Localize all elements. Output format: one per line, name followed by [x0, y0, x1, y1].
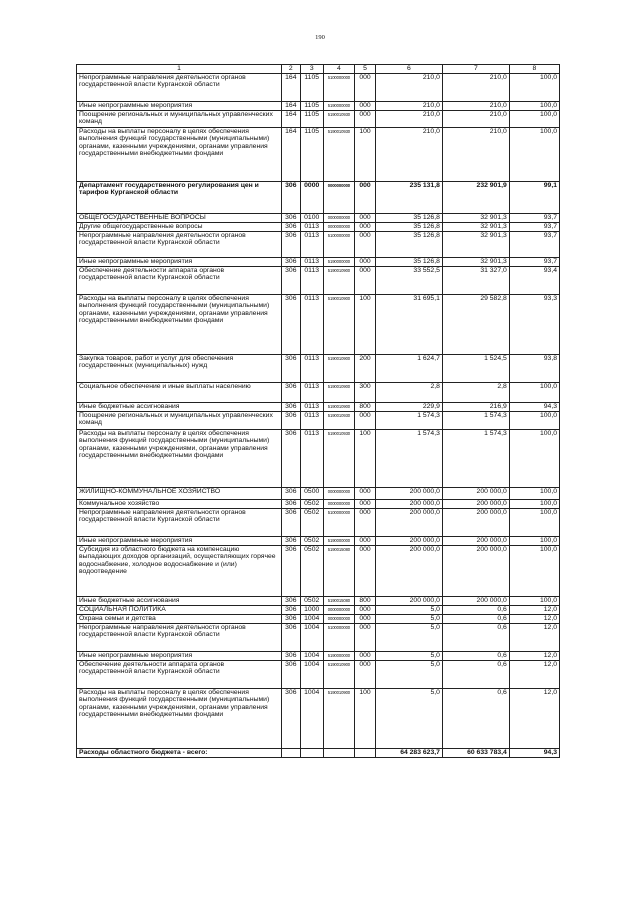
planned-amount: 33 552,5	[375, 266, 442, 294]
expense-type: 300	[355, 382, 376, 402]
section-code: 1105	[300, 127, 323, 181]
column-header: 2	[281, 65, 300, 74]
admin-code: 164	[281, 110, 300, 127]
column-header: 7	[442, 65, 509, 74]
table-row	[77, 294, 560, 354]
planned-amount: 5,0	[375, 605, 442, 614]
table-row	[77, 596, 560, 605]
percent-done: 12,0	[509, 651, 559, 660]
expense-type: 000	[355, 508, 376, 536]
actual-amount: 0,6	[442, 605, 509, 614]
percent-done: 93,4	[509, 266, 559, 294]
column-header: 6	[375, 65, 442, 74]
percent-done: 100,0	[509, 101, 559, 110]
target-code: 5100000000	[323, 623, 354, 651]
column-header: 4	[323, 65, 354, 74]
table-row	[77, 257, 560, 266]
expense-type: 800	[355, 402, 376, 411]
admin-code: 306	[281, 614, 300, 623]
expense-type: 000	[355, 222, 376, 231]
actual-amount: 32 901,3	[442, 231, 509, 257]
expense-type: 000	[355, 660, 376, 688]
row-label: Другие общегосударственные вопросы	[77, 222, 282, 231]
target-code: 5100000000	[323, 508, 354, 536]
row-label: Иные непрограммные мероприятия	[77, 101, 282, 110]
section-code: 0100	[300, 213, 323, 222]
row-label: ЖИЛИЩНО-КОММУНАЛЬНОЕ ХОЗЯЙСТВО	[77, 487, 282, 499]
section-code	[300, 748, 323, 757]
planned-amount: 200 000,0	[375, 508, 442, 536]
planned-amount: 200 000,0	[375, 499, 442, 508]
table-row	[77, 127, 560, 181]
section-code: 1004	[300, 651, 323, 660]
row-label: Непрограммные направления деятельности органов государственной власти Курганской области	[77, 623, 282, 651]
target-code: 5190015080	[323, 596, 354, 605]
expense-type: 100	[355, 429, 376, 487]
budget-table	[76, 64, 560, 758]
section-code: 0502	[300, 545, 323, 596]
actual-amount: 216,9	[442, 402, 509, 411]
section-code: 0000	[300, 181, 323, 213]
target-code: 5190010930	[323, 127, 354, 181]
actual-amount: 1 574,3	[442, 411, 509, 429]
target-code: 0000000000	[323, 181, 354, 213]
section-code: 0113	[300, 257, 323, 266]
section-code: 0113	[300, 382, 323, 402]
percent-done: 93,3	[509, 294, 559, 354]
section-code: 1004	[300, 688, 323, 748]
section-code: 0502	[300, 596, 323, 605]
planned-amount: 1 574,3	[375, 429, 442, 487]
row-label: Непрограммные направления деятельности органов государственной власти Курганской области	[77, 231, 282, 257]
row-label: Расходы на выплаты персоналу в целях обеспечения выполнения функций государственными (муниципальными) органами, казенными учреждениями, органами управления государственными внебюджетными фондами	[77, 429, 282, 487]
actual-amount: 200 000,0	[442, 508, 509, 536]
table-row	[77, 354, 560, 382]
section-code: 1000	[300, 605, 323, 614]
table-row	[77, 508, 560, 536]
admin-code: 306	[281, 499, 300, 508]
table-row	[77, 411, 560, 429]
expense-type: 100	[355, 294, 376, 354]
planned-amount: 1 624,7	[375, 354, 442, 382]
target-code: 0000000000	[323, 614, 354, 623]
row-label: Расходы областного бюджета - всего:	[77, 748, 282, 757]
admin-code: 306	[281, 222, 300, 231]
expense-type: 000	[355, 614, 376, 623]
target-code: 0000000000	[323, 605, 354, 614]
table-row	[77, 101, 560, 110]
planned-amount: 210,0	[375, 110, 442, 127]
percent-done: 100,0	[509, 545, 559, 596]
percent-done: 100,0	[509, 411, 559, 429]
expense-type: 000	[355, 110, 376, 127]
table-row	[77, 213, 560, 222]
percent-done: 94,3	[509, 748, 559, 757]
row-label: Непрограммные направления деятельности органов государственной власти Курганской области	[77, 508, 282, 536]
expense-type: 000	[355, 545, 376, 596]
row-label: Непрограммные направления деятельности органов государственной власти Курганской области	[77, 73, 282, 101]
target-code: 5190010930	[323, 429, 354, 487]
table-row	[77, 110, 560, 127]
section-code: 0502	[300, 536, 323, 545]
actual-amount: 232 901,9	[442, 181, 509, 213]
table-row	[77, 231, 560, 257]
table-row	[77, 73, 560, 101]
section-code: 0113	[300, 266, 323, 294]
expense-type: 000	[355, 266, 376, 294]
percent-done: 100,0	[509, 508, 559, 536]
percent-done: 100,0	[509, 110, 559, 127]
expense-type: 000	[355, 623, 376, 651]
planned-amount: 5,0	[375, 614, 442, 623]
table-row	[77, 536, 560, 545]
row-label: Закупка товаров, работ и услуг для обеспечения государственных (муниципальных) нужд	[77, 354, 282, 382]
admin-code	[281, 748, 300, 757]
expense-type: 000	[355, 213, 376, 222]
admin-code: 306	[281, 660, 300, 688]
actual-amount: 0,6	[442, 688, 509, 748]
actual-amount: 0,6	[442, 623, 509, 651]
planned-amount: 200 000,0	[375, 536, 442, 545]
target-code: 5190015080	[323, 545, 354, 596]
table-row	[77, 748, 560, 757]
admin-code: 306	[281, 487, 300, 499]
expense-type: 000	[355, 257, 376, 266]
planned-amount: 5,0	[375, 660, 442, 688]
row-label: Расходы на выплаты персоналу в целях обеспечения выполнения функций государственными (муниципальными) органами, казенными учреждениями, органами управления государственными внебюджетными фондами	[77, 294, 282, 354]
section-code: 0113	[300, 429, 323, 487]
actual-amount: 32 901,3	[442, 213, 509, 222]
percent-done: 99,1	[509, 181, 559, 213]
percent-done: 100,0	[509, 73, 559, 101]
expense-type: 200	[355, 354, 376, 382]
percent-done: 100,0	[509, 536, 559, 545]
actual-amount: 1 574,3	[442, 429, 509, 487]
target-code: 5190010900	[323, 402, 354, 411]
expense-type: 800	[355, 596, 376, 605]
actual-amount: 210,0	[442, 73, 509, 101]
target-code: 5190000000	[323, 651, 354, 660]
target-code: 0000000000	[323, 222, 354, 231]
actual-amount: 31 327,0	[442, 266, 509, 294]
target-code: 5190000000	[323, 536, 354, 545]
planned-amount: 210,0	[375, 127, 442, 181]
planned-amount: 35 126,8	[375, 213, 442, 222]
table-row	[77, 614, 560, 623]
planned-amount: 235 131,8	[375, 181, 442, 213]
expense-type: 000	[355, 499, 376, 508]
section-code: 1105	[300, 101, 323, 110]
target-code: 0000000000	[323, 487, 354, 499]
admin-code: 306	[281, 536, 300, 545]
expense-type	[355, 748, 376, 757]
section-code: 0113	[300, 402, 323, 411]
table-row	[77, 181, 560, 213]
admin-code: 164	[281, 73, 300, 101]
table-row	[77, 605, 560, 614]
actual-amount: 60 633 783,4	[442, 748, 509, 757]
table-row	[77, 222, 560, 231]
planned-amount: 210,0	[375, 73, 442, 101]
admin-code: 306	[281, 429, 300, 487]
actual-amount: 210,0	[442, 127, 509, 181]
planned-amount: 35 126,8	[375, 222, 442, 231]
admin-code: 306	[281, 257, 300, 266]
admin-code: 306	[281, 213, 300, 222]
section-code: 1105	[300, 73, 323, 101]
planned-amount: 2,8	[375, 382, 442, 402]
admin-code: 306	[281, 402, 300, 411]
row-label: СОЦИАЛЬНАЯ ПОЛИТИКА	[77, 605, 282, 614]
table-row	[77, 499, 560, 508]
row-label: Поощрение региональных и муниципальных управленческих команд	[77, 110, 282, 127]
section-code: 0113	[300, 222, 323, 231]
table-row	[77, 660, 560, 688]
table-row	[77, 545, 560, 596]
percent-done: 94,3	[509, 402, 559, 411]
admin-code: 306	[281, 231, 300, 257]
section-code: 0500	[300, 487, 323, 499]
table-row	[77, 623, 560, 651]
actual-amount: 210,0	[442, 101, 509, 110]
actual-amount: 200 000,0	[442, 545, 509, 596]
row-label: Иные непрограммные мероприятия	[77, 257, 282, 266]
admin-code: 164	[281, 101, 300, 110]
target-code: 5100000000	[323, 73, 354, 101]
section-code: 0502	[300, 508, 323, 536]
planned-amount: 5,0	[375, 623, 442, 651]
table-row	[77, 651, 560, 660]
row-label: Обеспечение деятельности аппарата органов государственной власти Курганской области	[77, 660, 282, 688]
percent-done: 100,0	[509, 429, 559, 487]
admin-code: 306	[281, 605, 300, 614]
planned-amount: 1 574,3	[375, 411, 442, 429]
table-row	[77, 266, 560, 294]
target-code: 5190010900	[323, 660, 354, 688]
percent-done: 93,7	[509, 257, 559, 266]
admin-code: 306	[281, 411, 300, 429]
actual-amount: 32 901,3	[442, 257, 509, 266]
planned-amount: 200 000,0	[375, 545, 442, 596]
percent-done: 100,0	[509, 127, 559, 181]
table-body	[77, 73, 560, 757]
expense-type: 000	[355, 605, 376, 614]
section-code: 1004	[300, 623, 323, 651]
percent-done: 93,7	[509, 222, 559, 231]
percent-done: 12,0	[509, 660, 559, 688]
column-header: 5	[355, 65, 376, 74]
row-label: Поощрение региональных и муниципальных управленческих команд	[77, 411, 282, 429]
column-header: 8	[509, 65, 559, 74]
admin-code: 306	[281, 651, 300, 660]
admin-code: 306	[281, 508, 300, 536]
percent-done: 100,0	[509, 596, 559, 605]
actual-amount: 200 000,0	[442, 596, 509, 605]
target-code: 0000000000	[323, 499, 354, 508]
column-header: 1	[77, 65, 282, 74]
planned-amount: 5,0	[375, 651, 442, 660]
target-code: 5190010900	[323, 688, 354, 748]
column-number-row	[77, 65, 560, 74]
target-code: 5190010930	[323, 110, 354, 127]
admin-code: 306	[281, 623, 300, 651]
admin-code: 306	[281, 354, 300, 382]
column-header: 3	[300, 65, 323, 74]
actual-amount: 200 000,0	[442, 499, 509, 508]
target-code: 5190000000	[323, 257, 354, 266]
expense-type: 000	[355, 651, 376, 660]
section-code: 1105	[300, 110, 323, 127]
target-code: 5190010900	[323, 294, 354, 354]
actual-amount: 210,0	[442, 110, 509, 127]
expense-type: 100	[355, 127, 376, 181]
expense-type: 000	[355, 231, 376, 257]
row-label: Расходы на выплаты персоналу в целях обеспечения выполнения функций государственными (муниципальными) органами, казенными учреждениями, органами управления государственными внебюджетными фондами	[77, 127, 282, 181]
target-code: 5190010900	[323, 354, 354, 382]
percent-done: 12,0	[509, 605, 559, 614]
planned-amount: 229,9	[375, 402, 442, 411]
actual-amount: 1 524,5	[442, 354, 509, 382]
table-row	[77, 402, 560, 411]
actual-amount: 0,6	[442, 651, 509, 660]
admin-code: 306	[281, 545, 300, 596]
planned-amount: 35 126,8	[375, 257, 442, 266]
percent-done: 100,0	[509, 499, 559, 508]
actual-amount: 0,6	[442, 660, 509, 688]
percent-done: 12,0	[509, 614, 559, 623]
row-label: Иные бюджетные ассигнования	[77, 402, 282, 411]
actual-amount: 2,8	[442, 382, 509, 402]
row-label: Коммунальное хозяйство	[77, 499, 282, 508]
percent-done: 12,0	[509, 688, 559, 748]
admin-code: 164	[281, 127, 300, 181]
planned-amount: 64 283 623,7	[375, 748, 442, 757]
row-label: Социальное обеспечение и иные выплаты населению	[77, 382, 282, 402]
actual-amount: 0,6	[442, 614, 509, 623]
expense-type: 000	[355, 73, 376, 101]
section-code: 1004	[300, 660, 323, 688]
target-code: 0000000000	[323, 213, 354, 222]
target-code: 5190010900	[323, 266, 354, 294]
section-code: 0113	[300, 354, 323, 382]
section-code: 1004	[300, 614, 323, 623]
percent-done: 100,0	[509, 487, 559, 499]
admin-code: 306	[281, 266, 300, 294]
actual-amount: 32 901,3	[442, 222, 509, 231]
target-code: 5100000000	[323, 231, 354, 257]
table-row	[77, 429, 560, 487]
expense-type: 000	[355, 536, 376, 545]
row-label: Субсидия из областного бюджета на компенсацию выпадающих доходов организаций, осуществляющих горячее водоснабжение, холодное водоснабжение и (или) водоотведение	[77, 545, 282, 596]
planned-amount: 35 126,8	[375, 231, 442, 257]
section-code: 0502	[300, 499, 323, 508]
row-label: Обеспечение деятельности аппарата органов государственной власти Курганской области	[77, 266, 282, 294]
page-number: 190	[315, 34, 325, 41]
expense-type: 000	[355, 411, 376, 429]
target-code: 5190010900	[323, 382, 354, 402]
row-label: Охрана семьи и детства	[77, 614, 282, 623]
table-row	[77, 688, 560, 748]
admin-code: 306	[281, 294, 300, 354]
section-code: 0113	[300, 294, 323, 354]
target-code: 5190010930	[323, 411, 354, 429]
actual-amount: 200 000,0	[442, 487, 509, 499]
expense-type: 000	[355, 181, 376, 213]
section-code: 0113	[300, 231, 323, 257]
planned-amount: 200 000,0	[375, 487, 442, 499]
percent-done: 93,8	[509, 354, 559, 382]
actual-amount: 29 582,8	[442, 294, 509, 354]
planned-amount: 210,0	[375, 101, 442, 110]
admin-code: 306	[281, 382, 300, 402]
admin-code: 306	[281, 181, 300, 213]
planned-amount: 200 000,0	[375, 596, 442, 605]
row-label: Иные непрограммные мероприятия	[77, 536, 282, 545]
expense-type: 100	[355, 688, 376, 748]
percent-done: 93,7	[509, 231, 559, 257]
actual-amount: 200 000,0	[442, 536, 509, 545]
target-code: 5190000000	[323, 101, 354, 110]
planned-amount: 31 695,1	[375, 294, 442, 354]
admin-code: 306	[281, 688, 300, 748]
expense-type: 000	[355, 101, 376, 110]
expense-type: 000	[355, 487, 376, 499]
table-row	[77, 487, 560, 499]
row-label: ОБЩЕГОСУДАРСТВЕННЫЕ ВОПРОСЫ	[77, 213, 282, 222]
percent-done: 100,0	[509, 382, 559, 402]
row-label: Расходы на выплаты персоналу в целях обеспечения выполнения функций государственными (муниципальными) органами, казенными учреждениями, органами управления государственными внебюджетными фондами	[77, 688, 282, 748]
planned-amount: 5,0	[375, 688, 442, 748]
row-label: Иные непрограммные мероприятия	[77, 651, 282, 660]
percent-done: 93,7	[509, 213, 559, 222]
row-label: Иные бюджетные ассигнования	[77, 596, 282, 605]
admin-code: 306	[281, 596, 300, 605]
section-code: 0113	[300, 411, 323, 429]
row-label: Департамент государственного регулирования цен и тарифов Курганской области	[77, 181, 282, 213]
target-code	[323, 748, 354, 757]
percent-done: 12,0	[509, 623, 559, 651]
table-row	[77, 382, 560, 402]
